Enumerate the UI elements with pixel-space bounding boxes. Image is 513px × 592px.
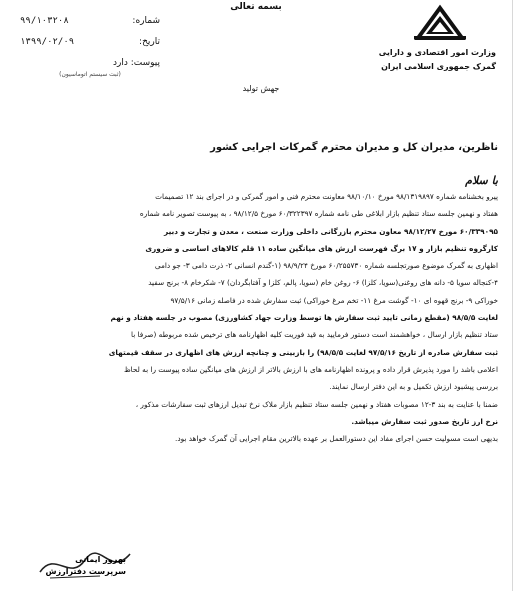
body-line: ۶۰/۳۳۹۰۹۵ مورخ ۹۸/۱۲/۲۷ معاون محترم بازرگانی داخلی وزارت صنعت ، معدن و تجارت و دبیر (164, 226, 498, 236)
attachment-label: پیوست: دارد (112, 57, 160, 68)
system-note: (ثبت سیستم اتوماسیون) (59, 71, 121, 78)
body-line: نرخ ارز تاریخ صدور ثبت سفارش میباشد. (351, 416, 498, 426)
date-label: تاریخ: (139, 36, 160, 47)
number-label: شماره: (132, 15, 160, 26)
organization-name (356, 46, 496, 74)
date-row (20, 31, 160, 52)
addressee: ناظرین، مدیران کل و مدیران محترم گمرکات اجرایی کشور (210, 142, 498, 153)
date-value: ۱۳۹۹/۰۲/۰۹ (20, 36, 75, 47)
org-ministry: وزارت امور اقتصادی و دارایی (378, 48, 496, 57)
body-line: هفتاد و نهمین جلسه ستاد تنظیم بازار ابلاغی طی نامه شماره ۶۰/۳۲۲۳۹۷ مورخ ۹۸/۱۲/۵ ، به پیوست تصویر نامه شماره (139, 209, 498, 219)
body-line: کارگروه تنظیم بازار و ۱۷ برگ فهرست ارزش های میانگین ساده ۱۱ قلم کالاهای اساسی و ضروری (145, 243, 498, 253)
body-line: بررسی پیشبود ارزش تکمیل و به این دفتر ارسال نمایند. (329, 382, 498, 392)
signature-name: بهروز ایمانی (75, 555, 126, 564)
signature (30, 542, 150, 588)
number-value: ۹۹/۱۰۳۲۰۸ (20, 15, 69, 26)
slogan: جهش تولید (242, 84, 280, 93)
letter-body (10, 188, 498, 447)
body-line: اعلامی باشد را مورد پذیرش قرار داده و پرونده اظهارنامه های با ارزش بالاتر از ارزش های میانگین ساده پیوست را به لحاظ (123, 364, 498, 374)
salutation: با سلام (465, 174, 498, 187)
body-line: لغایت ۹۸/۵/۵ (مقطع زمانی تایید ثبت سفارش ها توسط وزارت جهاد کشاورزی) مصوب در جلسه هفتاد و نهم (110, 313, 498, 323)
body-line: بدیهی است مسولیت حسن اجرای مفاد این دستورالعمل بر عهده بالاترین مقام اجرایی آن گمرک خواهد بود. (175, 434, 498, 444)
signature-stroke-icon (30, 542, 150, 588)
basmala: بسمه تعالی (230, 2, 282, 12)
body-line: پیرو بخشنامه شماره ۹۸/۱۳۱۹۸۹۷ مورخ ۹۸/۱۰/۱۰ معاونت محترم فنی و امور گمرکی و در اجرای بند ۱۲ تصمیمات (155, 192, 498, 201)
body-line: خوراکی ۹- برنج قهوه ای ۱۰- گوشت مرغ ۱۱- تخم مرغ خوراکی) ثبت سفارش شده در فاصله زمانی ۹۷/۵/۱۶ (170, 295, 498, 305)
body-line: ستاد تنظیم بازار ارسال ، خواهشمند است دستور فرمایید به قید فوریت کلیه اظهارنامه های ترخیص شده مربوطه (صرفا با (130, 330, 498, 340)
org-customs: گمرک جمهوری اسلامی ایران (381, 62, 496, 71)
customs-logo-icon (410, 4, 470, 40)
number-row (20, 10, 160, 31)
body-line: ضمنا با عنایت به بند ۳-۱۲ مصوبات هفتاد و نهمین جلسه ستاد تنظیم بازار ملاک نرخ تبدیل ارزهای ثبت سفارشات مذکور ، (135, 399, 498, 409)
body-line: ۴-کنجاله سویا ۵- دانه های روغنی(سویا، کلزا) ۶- روغن خام (سویا، پالم، کلزا و آفتابگردان) ۷- شکرخام ۸- برنج سفید (148, 278, 498, 288)
attachment-row (20, 52, 160, 73)
body-line: اظهاری به گمرک موضوع صورتجلسه شماره ۶۰/۲۵۵۷۳۰ مورخ ۹۸/۹/۲۴ (۱-گندم انسانی ۲- ذرت دامی ۳- جو دامی (154, 261, 498, 271)
letter-metadata (20, 10, 160, 78)
body-line: ثبت سفارش صادره از تاریخ ۹۷/۵/۱۶ لغایت ۹۸/۵/۵) را بازبینی و چنانچه ارزش های اظهاری در سقف قیمتهای (108, 347, 498, 357)
signature-title: سرپرست دفترارزش (45, 567, 126, 576)
